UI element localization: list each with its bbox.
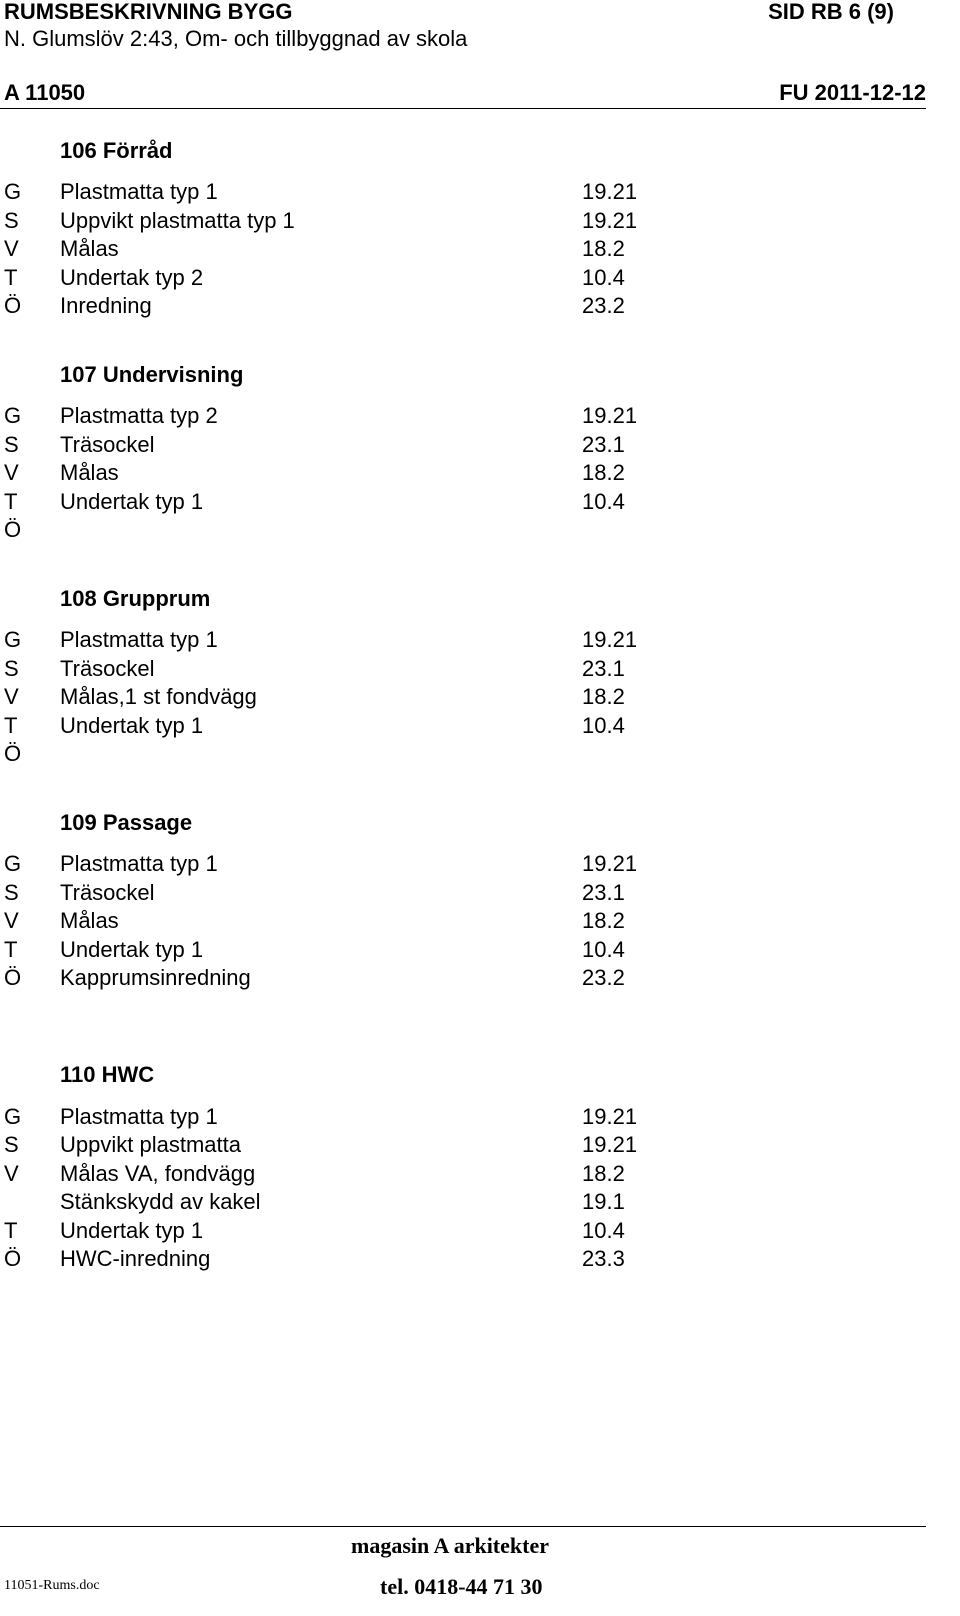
document-title: RUMSBESKRIVNING BYGG xyxy=(4,0,293,24)
row-reference: 10.4 xyxy=(582,489,625,514)
row-code: T xyxy=(4,265,18,290)
row-reference: 19.21 xyxy=(582,403,638,428)
row-description: Uppvikt plastmatta xyxy=(60,1132,241,1157)
row-description: Plastmatta typ 1 xyxy=(60,627,218,652)
row-reference: 10.4 xyxy=(582,265,625,290)
row-code: Ö xyxy=(4,293,22,318)
room-title: 107 Undervisning xyxy=(60,362,244,387)
page-number: SID RB 6 (9) xyxy=(768,0,894,24)
firm-name: magasin A arkitekter xyxy=(351,1533,549,1558)
row-reference: 23.1 xyxy=(582,880,625,905)
row-description: Träsockel xyxy=(60,432,155,457)
row-code: G xyxy=(4,851,22,876)
row-reference: 19.21 xyxy=(582,1132,638,1157)
room-title: 110 HWC xyxy=(60,1062,155,1087)
row-code: S xyxy=(4,880,19,905)
row-reference: 10.4 xyxy=(582,1218,625,1243)
row-reference: 18.2 xyxy=(582,1161,625,1186)
row-description: Kapprumsinredning xyxy=(60,965,251,990)
row-code: T xyxy=(4,937,18,962)
room-title: 108 Grupprum xyxy=(60,586,211,611)
row-reference: 10.4 xyxy=(582,713,625,738)
row-reference: 23.2 xyxy=(582,965,625,990)
row-reference: 23.1 xyxy=(582,432,625,457)
room-title: 106 Förråd xyxy=(60,138,173,163)
row-code: V xyxy=(4,908,19,933)
document-date: FU 2011-12-12 xyxy=(779,80,926,105)
row-reference: 19.21 xyxy=(582,179,638,204)
row-code: V xyxy=(4,236,19,261)
row-code: T xyxy=(4,1218,18,1243)
row-code: T xyxy=(4,489,18,514)
row-code: S xyxy=(4,208,19,233)
row-reference: 23.3 xyxy=(582,1246,625,1271)
row-description: Undertak typ 1 xyxy=(60,937,204,962)
row-description: HWC-inredning xyxy=(60,1246,211,1271)
file-name: 11051-Rums.doc xyxy=(4,1578,100,1593)
row-reference: 18.2 xyxy=(582,460,625,485)
row-description: Målas VA, fondvägg xyxy=(60,1161,256,1186)
row-code: G xyxy=(4,179,22,204)
row-description: Undertak typ 2 xyxy=(60,265,204,290)
row-description: Plastmatta typ 2 xyxy=(60,403,218,428)
room-title: 109 Passage xyxy=(60,810,193,835)
row-code: V xyxy=(4,684,19,709)
row-description: Plastmatta typ 1 xyxy=(60,179,218,204)
row-reference: 10.4 xyxy=(582,937,625,962)
row-reference: 19.21 xyxy=(582,627,638,652)
row-description: Undertak typ 1 xyxy=(60,489,204,514)
row-code: Ö xyxy=(4,1246,22,1271)
row-description: Målas xyxy=(60,908,119,933)
row-description: Inredning xyxy=(60,293,152,318)
row-reference: 19.21 xyxy=(582,208,638,233)
row-code: Ö xyxy=(4,517,22,542)
row-description: Träsockel xyxy=(60,880,155,905)
row-reference: 19.21 xyxy=(582,1104,638,1129)
row-description: Undertak typ 1 xyxy=(60,1218,204,1243)
row-code: S xyxy=(4,432,19,457)
row-description: Uppvikt plastmatta typ 1 xyxy=(60,208,295,233)
row-reference: 18.2 xyxy=(582,684,625,709)
row-description: Plastmatta typ 1 xyxy=(60,1104,218,1129)
row-description: Målas,1 st fondvägg xyxy=(60,684,257,709)
row-description: Undertak typ 1 xyxy=(60,713,204,738)
row-description: Målas xyxy=(60,460,119,485)
row-code: G xyxy=(4,1104,22,1129)
row-description: Träsockel xyxy=(60,656,155,681)
row-reference: 23.2 xyxy=(582,293,625,318)
row-reference: 23.1 xyxy=(582,656,625,681)
row-reference: 19.21 xyxy=(582,851,638,876)
row-code: V xyxy=(4,460,19,485)
row-code: G xyxy=(4,627,22,652)
row-code: Ö xyxy=(4,741,22,766)
row-description: Målas xyxy=(60,236,119,261)
document-subtitle: N. Glumslöv 2:43, Om- och tillbyggnad av skola xyxy=(4,26,468,51)
footer-divider xyxy=(0,1526,926,1527)
row-reference: 18.2 xyxy=(582,908,625,933)
header-divider xyxy=(0,108,926,109)
row-description: Stänkskydd av kakel xyxy=(60,1189,261,1214)
project-number: A 11050 xyxy=(4,80,86,105)
row-code: Ö xyxy=(4,965,22,990)
row-reference: 19.1 xyxy=(582,1189,625,1214)
row-code: G xyxy=(4,403,22,428)
row-description: Plastmatta typ 1 xyxy=(60,851,218,876)
row-code: V xyxy=(4,1161,19,1186)
row-reference: 18.2 xyxy=(582,236,625,261)
row-code: S xyxy=(4,1132,19,1157)
phone-number: tel. 0418-44 71 30 xyxy=(380,1574,543,1599)
row-code: T xyxy=(4,713,18,738)
row-code: S xyxy=(4,656,19,681)
